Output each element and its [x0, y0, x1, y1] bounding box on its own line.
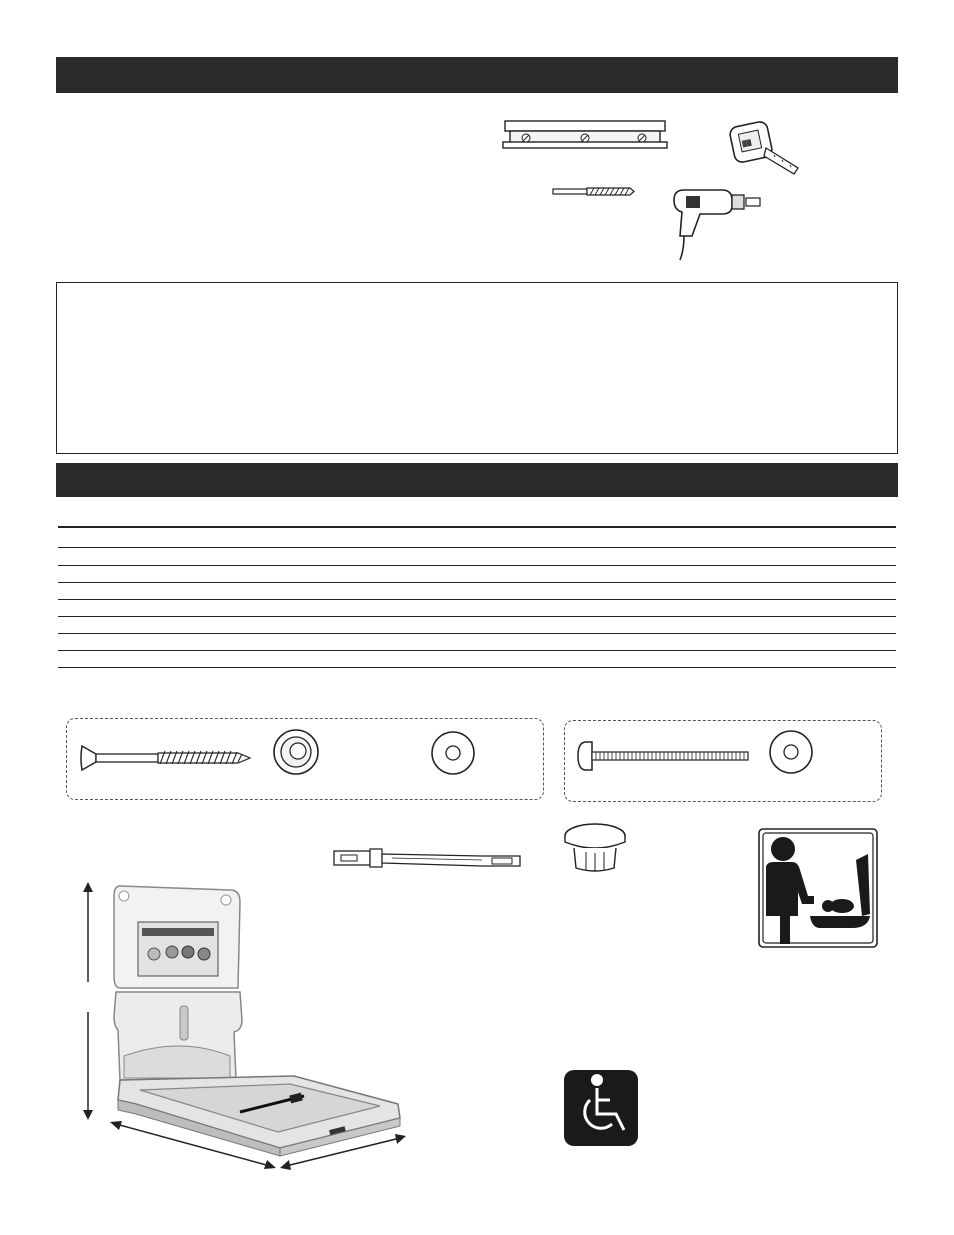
flat-washer-icon: [430, 730, 476, 776]
table-row-rule: [58, 616, 896, 617]
power-drill-icon: [670, 184, 766, 266]
table-header-rule: [58, 526, 896, 528]
tape-measure-icon: [728, 118, 800, 176]
table-row-rule: [58, 667, 896, 668]
table-row-rule: [58, 565, 896, 566]
notice-box: [56, 282, 898, 454]
flat-washer-icon: [768, 729, 814, 775]
table-row-rule: [58, 650, 896, 651]
baby-changing-station-icon: [80, 880, 410, 1172]
level-icon: [502, 118, 668, 152]
plastic-anchor-washer-icon: [272, 728, 320, 776]
machine-bolt-icon: [576, 740, 752, 772]
drill-bit-icon: [552, 186, 636, 198]
table-row-rule: [58, 582, 896, 583]
baby-changing-symbol-icon: [758, 828, 878, 948]
table-row-rule: [58, 599, 896, 600]
wheelchair-accessible-icon: [564, 1070, 638, 1146]
table-row-rule: [58, 547, 896, 548]
wood-screw-icon: [78, 742, 254, 776]
section-title-parts: [56, 471, 66, 488]
section-header-tools: [56, 57, 898, 93]
hole-plug-cap-icon: [562, 822, 628, 874]
strap-anchor-icon: [332, 846, 524, 872]
section-title-tools: [56, 66, 66, 83]
svg-text:▓▓: ▓▓: [741, 139, 752, 148]
section-header-parts: [56, 463, 898, 497]
table-row-rule: [58, 633, 896, 634]
